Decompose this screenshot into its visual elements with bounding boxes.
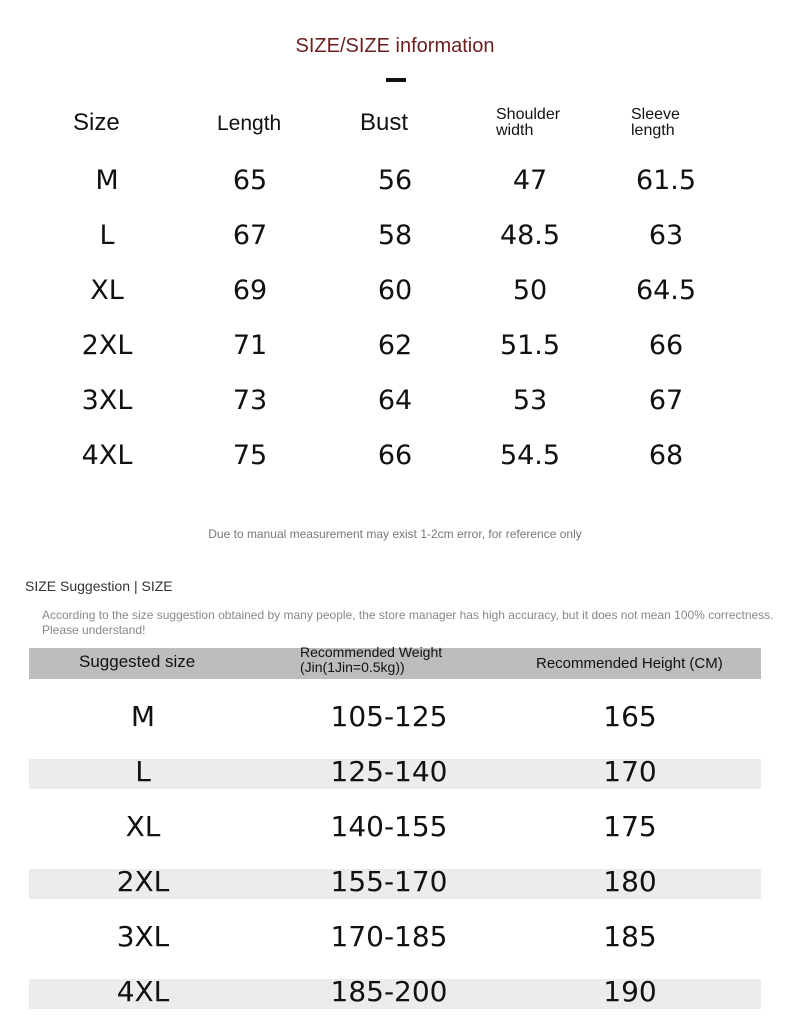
size-cell-bust: 60 (377, 275, 413, 306)
suggestion-cell-height: 185 (603, 920, 657, 953)
size-cell-bust: 66 (377, 440, 413, 471)
header-recommended-height: Recommended Height (CM) (536, 655, 723, 672)
header-recommended-weight (300, 645, 442, 675)
size-cell-sleeve: 61.5 (635, 165, 697, 196)
size-cell-bust: 62 (377, 330, 413, 361)
size-cell-bust: 58 (377, 220, 413, 251)
size-cell-length: 75 (232, 440, 268, 471)
size-info-title: SIZE/SIZE information (295, 35, 495, 57)
header-weight-line2: (Jin(1Jin=0.5kg)) (300, 659, 405, 675)
header-shoulder-line2: width (496, 122, 534, 139)
size-cell-size: 3XL (81, 385, 133, 416)
measurement-note: Due to manual measurement may exist 1-2cm error, for reference only (208, 527, 582, 541)
size-cell-size: 2XL (81, 330, 133, 361)
suggestion-description: According to the size suggestion obtained by many people, the store manager has high accuracy, but it does not mean 100% correctness. Please understand! (42, 608, 774, 637)
size-cell-length: 73 (232, 385, 268, 416)
suggestion-cell-weight: 140-155 (330, 810, 448, 843)
size-cell-shoulder: 53 (512, 385, 548, 416)
suggestion-cell-height: 190 (603, 975, 657, 1008)
suggestion-cell-height: 180 (603, 865, 657, 898)
suggestion-cell-size: XL (125, 810, 161, 843)
header-length: Length (217, 112, 282, 135)
size-cell-length: 67 (232, 220, 268, 251)
size-cell-bust: 56 (377, 165, 413, 196)
size-cell-shoulder: 54.5 (499, 440, 561, 471)
suggestion-cell-size: 4XL (116, 975, 170, 1008)
size-cell-size: XL (90, 275, 124, 306)
header-suggested-size: Suggested size (79, 652, 196, 671)
suggestion-cell-size: 2XL (116, 865, 170, 898)
suggestion-cell-height: 170 (603, 755, 657, 788)
header-sleeve-line2: length (631, 122, 675, 139)
size-cell-shoulder: 48.5 (499, 220, 561, 251)
size-cell-length: 65 (232, 165, 268, 196)
size-cell-shoulder: 47 (512, 165, 548, 196)
size-cell-size: L (99, 220, 115, 251)
size-cell-size: 4XL (81, 440, 133, 471)
header-shoulder-width (496, 107, 560, 139)
header-sleeve-line1: Sleeve (631, 106, 680, 123)
size-cell-sleeve: 68 (648, 440, 684, 471)
suggestion-title: SIZE Suggestion | SIZE (25, 578, 173, 594)
suggestion-cell-weight: 155-170 (330, 865, 448, 898)
suggestion-cell-size: L (135, 755, 151, 788)
size-cell-size: M (95, 165, 119, 196)
suggestion-cell-weight: 125-140 (330, 755, 448, 788)
suggestion-cell-size: 3XL (116, 920, 170, 953)
size-cell-sleeve: 64.5 (635, 275, 697, 306)
suggestion-cell-size: M (130, 700, 156, 733)
size-cell-shoulder: 51.5 (499, 330, 561, 361)
header-shoulder-line1: Shoulder (496, 106, 561, 123)
size-cell-length: 69 (232, 275, 268, 306)
suggestion-cell-height: 165 (603, 700, 657, 733)
header-size: Size (73, 109, 120, 136)
header-weight-line1: Recommended Weight (300, 644, 443, 660)
suggestion-cell-weight: 185-200 (330, 975, 448, 1008)
size-cell-sleeve: 63 (648, 220, 684, 251)
header-sleeve-length (631, 107, 680, 139)
size-cell-bust: 64 (377, 385, 413, 416)
size-cell-sleeve: 67 (648, 385, 684, 416)
size-cell-shoulder: 50 (512, 275, 548, 306)
size-cell-sleeve: 66 (648, 330, 684, 361)
size-cell-length: 71 (232, 330, 268, 361)
title-divider (386, 78, 406, 82)
suggestion-cell-height: 175 (603, 810, 657, 843)
header-bust: Bust (360, 109, 409, 136)
suggestion-cell-weight: 170-185 (330, 920, 448, 953)
suggestion-cell-weight: 105-125 (330, 700, 448, 733)
